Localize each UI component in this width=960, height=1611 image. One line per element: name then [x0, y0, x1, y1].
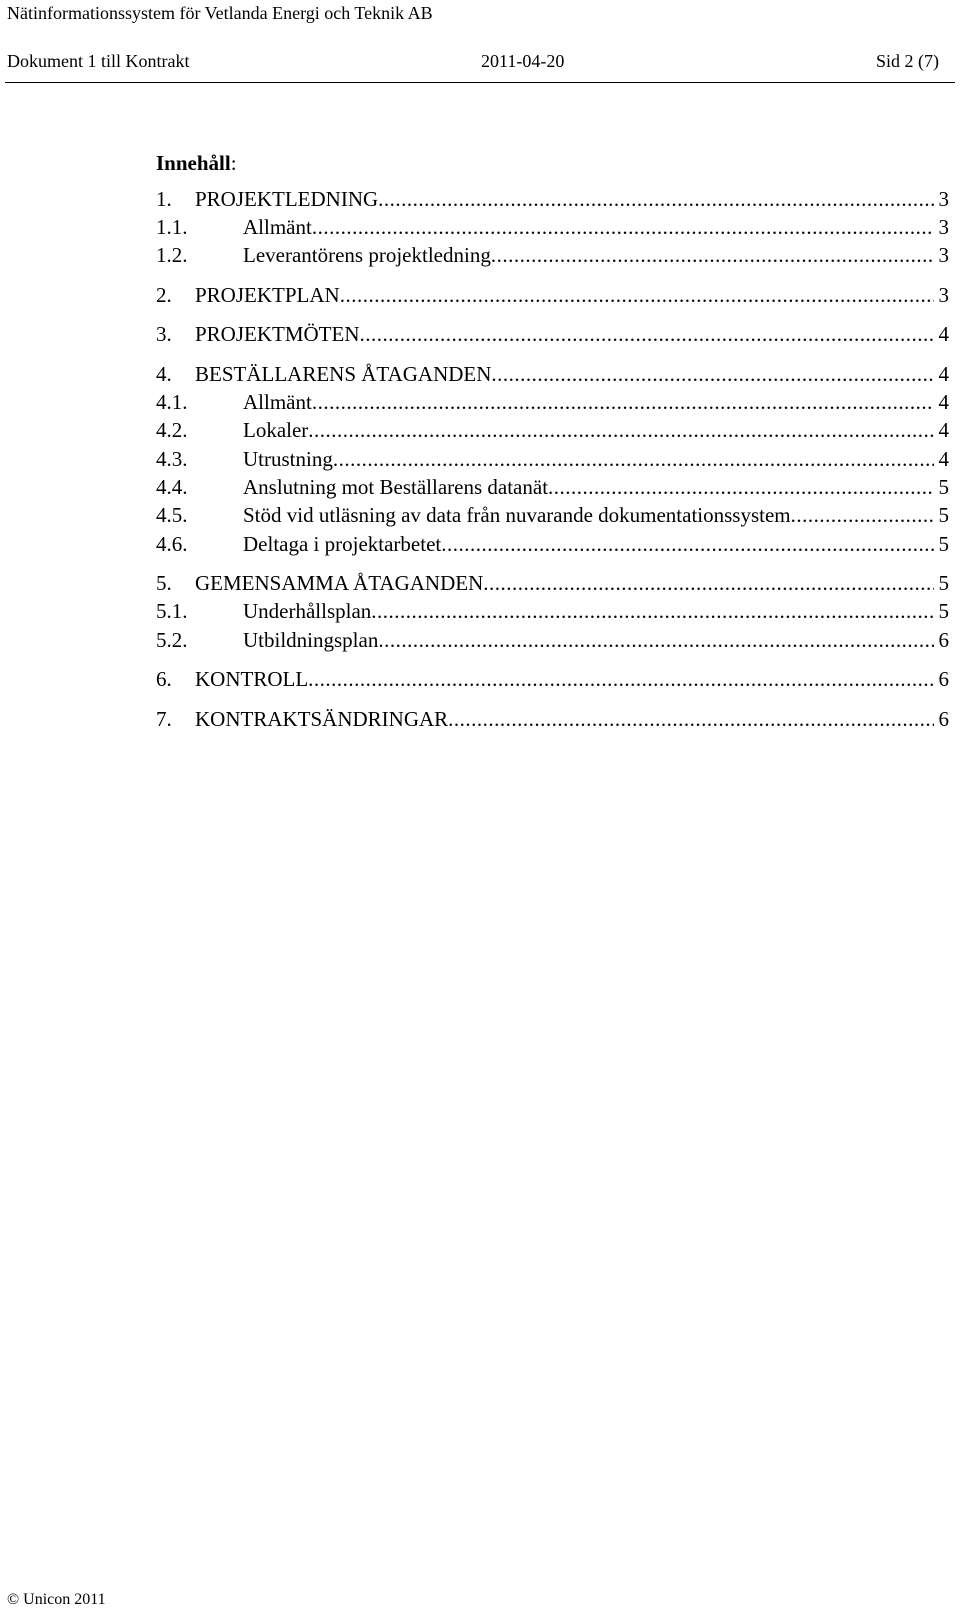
toc-entry[interactable] — [0, 214, 960, 240]
toc-entry-number: 1.1. — [156, 215, 188, 239]
toc-entry[interactable] — [0, 706, 960, 732]
toc-entry-page: 4 — [938, 390, 949, 414]
toc-entry-page: 5 — [938, 599, 949, 623]
toc-entry-title: KONTRAKTSÄNDRINGAR — [195, 707, 449, 731]
toc-dot-leader — [448, 706, 933, 732]
toc-entry[interactable] — [0, 531, 960, 557]
toc-dot-leader — [491, 361, 933, 387]
toc-entry-title: Lokaler — [243, 418, 309, 442]
toc-entry-body — [195, 321, 949, 347]
toc-entry-body — [243, 598, 949, 624]
toc-entry-body — [243, 474, 949, 500]
toc-entry-number: 6. — [156, 667, 172, 691]
document-date: 2011-04-20 — [481, 51, 565, 71]
toc-entry-page: 5 — [938, 571, 949, 595]
toc-entry-page: 4 — [938, 447, 949, 471]
toc-entry-number: 4.5. — [156, 503, 188, 527]
toc-entry-body — [243, 417, 949, 443]
toc-dot-leader — [333, 446, 934, 472]
toc-entry-page: 5 — [938, 503, 949, 527]
toc-entry-title: PROJEKTLEDNING — [195, 187, 379, 211]
footer-copyright: © Unicon 2011 — [7, 1591, 106, 1608]
toc-entry-title: Stöd vid utläsning av data från nuvarande dokumentationssystem — [243, 503, 791, 527]
toc-dot-leader — [312, 389, 934, 415]
toc-entry-title: Allmänt — [243, 215, 312, 239]
toc-entry-page: 3 — [938, 243, 949, 267]
page-indicator: Sid 2 (7) — [876, 51, 939, 71]
toc-entry-number: 4.2. — [156, 418, 188, 442]
toc-entry[interactable] — [0, 666, 960, 692]
toc-entry-title: Utbildningsplan — [243, 628, 379, 652]
toc-entry[interactable] — [0, 361, 960, 387]
toc-entry-page: 4 — [938, 418, 949, 442]
toc-entry-number: 2. — [156, 283, 172, 307]
toc-entry-body — [243, 389, 949, 415]
toc-entry-number: 1.2. — [156, 243, 188, 267]
toc-entry-page: 3 — [938, 215, 949, 239]
toc-entry-number: 5.1. — [156, 599, 188, 623]
toc-dot-leader — [378, 627, 933, 653]
toc-entry-title: Underhållsplan — [243, 599, 372, 623]
toc-entry[interactable] — [0, 627, 960, 653]
toc-dot-leader — [371, 598, 933, 624]
toc-dot-leader — [312, 214, 934, 240]
toc-entry[interactable] — [0, 474, 960, 500]
toc-entry-page: 6 — [938, 628, 949, 652]
toc-entry[interactable] — [0, 242, 960, 268]
toc-entry-body — [243, 627, 949, 653]
toc-entry-page: 4 — [938, 322, 949, 346]
toc-entry[interactable] — [0, 417, 960, 443]
toc-dot-leader — [308, 666, 933, 692]
toc-entry[interactable] — [0, 570, 960, 596]
toc-entry-body — [195, 666, 949, 692]
toc-entry-number: 4.1. — [156, 390, 188, 414]
toc-entry-number: 4.3. — [156, 447, 188, 471]
toc-entry-title: Deltaga i projektarbetet — [243, 532, 442, 556]
toc-entry-body — [195, 282, 949, 308]
toc-entry-page: 3 — [938, 283, 949, 307]
toc-entry-number: 1. — [156, 187, 172, 211]
toc-entry-number: 4.6. — [156, 532, 188, 556]
toc-dot-leader — [491, 242, 934, 268]
toc-entry-body — [243, 502, 949, 528]
toc-entry-number: 4.4. — [156, 475, 188, 499]
header-info-row — [0, 50, 960, 72]
toc-entry[interactable] — [0, 446, 960, 472]
toc-heading — [156, 151, 237, 175]
toc-entry-number: 5.2. — [156, 628, 188, 652]
toc-entry-title: Leverantörens projektledning — [243, 243, 491, 267]
toc-dot-leader — [308, 417, 933, 443]
toc-entry-number: 3. — [156, 322, 172, 346]
toc-dot-leader — [548, 474, 933, 500]
toc-entry-page: 6 — [938, 667, 949, 691]
toc-heading-colon: : — [230, 151, 237, 175]
toc-dot-leader — [441, 531, 933, 557]
toc-entry-title: PROJEKTPLAN — [195, 283, 340, 307]
toc-entry-title: GEMENSAMMA ÅTAGANDEN — [195, 571, 484, 595]
toc-entry-page: 3 — [938, 187, 949, 211]
toc-entry[interactable] — [0, 598, 960, 624]
toc-entry-body — [243, 242, 949, 268]
toc-entry-number: 4. — [156, 362, 172, 386]
header-title: Nätinformationssystem för Vetlanda Energi och Teknik AB — [7, 3, 433, 23]
toc-dot-leader — [483, 570, 933, 596]
toc-entry-body — [243, 446, 949, 472]
toc-dot-leader — [378, 186, 933, 212]
toc-entry[interactable] — [0, 282, 960, 308]
toc-entry-body — [195, 361, 949, 387]
toc-entry-title: Anslutning mot Beställarens datanät — [243, 475, 549, 499]
toc-entry-title: Allmänt — [243, 390, 312, 414]
toc-entry-body — [195, 706, 949, 732]
toc-entry-title: PROJEKTMÖTEN — [195, 322, 360, 346]
toc-entry-title: BESTÄLLARENS ÅTAGANDEN — [195, 362, 492, 386]
header-divider — [5, 82, 955, 83]
toc-heading-text: Innehåll — [156, 151, 231, 175]
toc-entry-body — [195, 570, 949, 596]
toc-entry-page: 5 — [938, 532, 949, 556]
toc-entry-page: 4 — [938, 362, 949, 386]
toc-dot-leader — [791, 502, 934, 528]
toc-entry[interactable] — [0, 321, 960, 347]
document-label: Dokument 1 till Kontrakt — [7, 51, 190, 71]
toc-entry-page: 5 — [938, 475, 949, 499]
toc-entry-body — [243, 531, 949, 557]
toc-entry[interactable] — [0, 389, 960, 415]
toc-entry-page: 6 — [938, 707, 949, 731]
toc-dot-leader — [340, 282, 934, 308]
toc-entry[interactable] — [0, 186, 960, 212]
toc-entry-body — [195, 186, 949, 212]
toc-entry[interactable] — [0, 502, 960, 528]
toc-entry-body — [243, 214, 949, 240]
toc-entry-title: Utrustning — [243, 447, 333, 471]
toc-entry-number: 5. — [156, 571, 172, 595]
toc-entry-title: KONTROLL — [195, 667, 309, 691]
toc-entry-number: 7. — [156, 707, 172, 731]
toc-dot-leader — [360, 321, 934, 347]
